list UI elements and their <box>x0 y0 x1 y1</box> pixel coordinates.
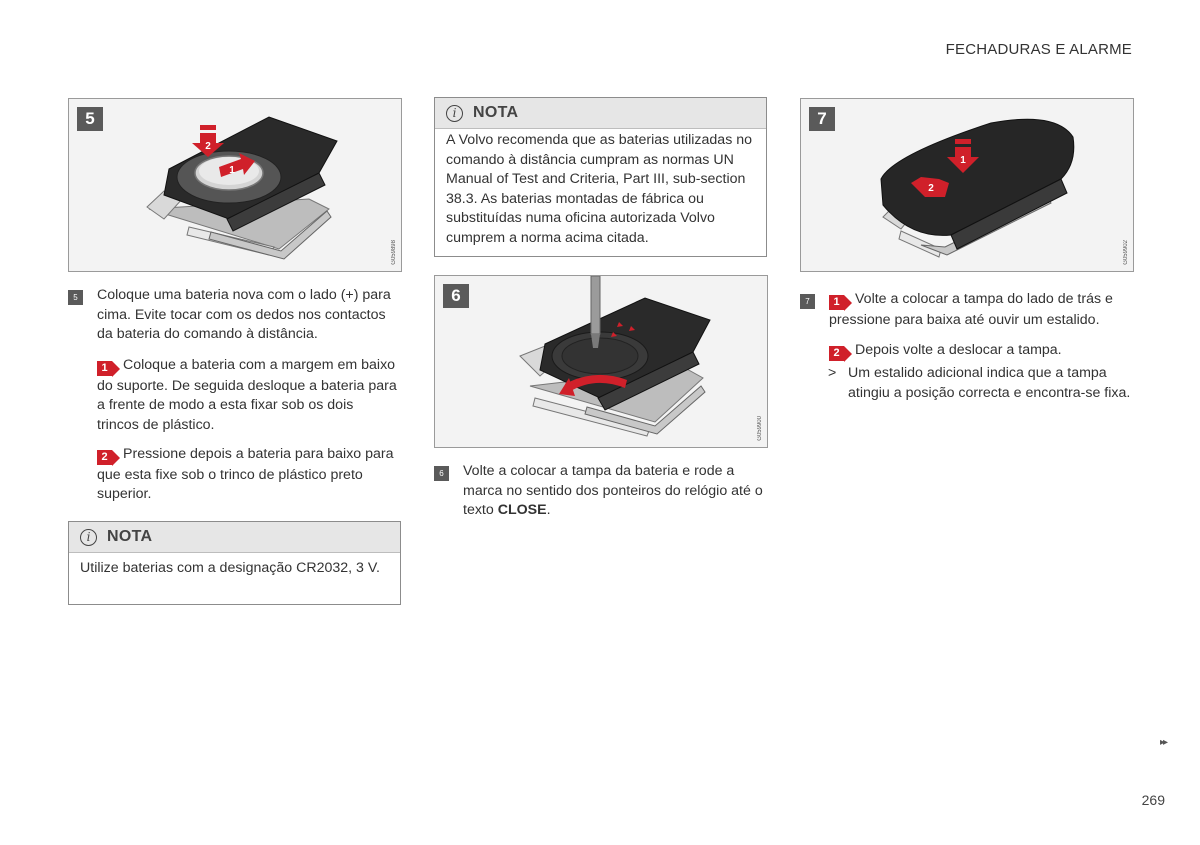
result-7 <box>828 364 1133 403</box>
step-text: Volte a colocar a tampa da bateria e rode a marca no sentido dos ponteiros do relógio até o texto <box>463 463 763 518</box>
note-body: Utilize baterias com a designação CR2032, 3 V. <box>80 560 380 576</box>
step-6 <box>439 462 763 521</box>
figure-code: G059900 <box>757 416 763 441</box>
svg-text:1: 1 <box>960 155 966 166</box>
result-marker: > <box>828 365 837 381</box>
figure-number: 7 <box>809 107 835 131</box>
figure-code: G059902 <box>1123 240 1129 265</box>
substep-7-2 <box>829 341 1129 362</box>
red-arrow-badge-icon: 2 <box>97 450 120 466</box>
note-header <box>69 522 400 553</box>
substep-5-2 <box>97 445 397 505</box>
note-title: NOTA <box>107 528 153 545</box>
info-icon: i <box>446 105 463 122</box>
result-text: Um estalido adicional indica que a tampa atingiu a posição correcta e encontra-se fixa. <box>848 365 1131 401</box>
substep-text: Coloque a bateria com a margem em baixo do suporte. De seguida desloque a bateria para a frente de modo a esta fixar sob os dois trincos de plástico. <box>97 357 397 433</box>
key-cover-rotate-illustration <box>435 276 769 449</box>
page-number: 269 <box>1141 792 1165 808</box>
note-title: NOTA <box>473 104 519 121</box>
info-icon: i <box>80 529 97 546</box>
step-7 <box>805 290 1133 330</box>
red-arrow-badge-icon: 2 <box>829 346 852 362</box>
step-text: Volte a colocar a tampa do lado de trás e pressione para baixa até ouvir um estalido. <box>829 291 1113 328</box>
step-text-end: . <box>546 502 551 518</box>
svg-text:1: 1 <box>229 165 235 176</box>
substep-5-1 <box>97 356 397 435</box>
section-header: FECHADURAS E ALARME <box>945 41 1132 58</box>
substep-text: Depois volte a deslocar a tampa. <box>855 342 1062 358</box>
substep-text: Pressione depois a bateria para baixo para que esta fixe sob o trinco de plástico preto superior. <box>97 446 394 503</box>
red-arrow-badge-icon: 1 <box>97 361 120 377</box>
note-header <box>435 98 766 129</box>
key-cover-close-illustration <box>801 99 1135 273</box>
red-arrow-badge-icon: 1 <box>829 295 852 311</box>
note-battery-type <box>68 521 401 605</box>
step-number: 7 <box>800 294 815 309</box>
note-battery-standards <box>434 97 767 257</box>
svg-text:2: 2 <box>928 183 934 194</box>
step-number: 5 <box>68 290 83 305</box>
key-battery-insert-illustration <box>69 99 403 273</box>
figure-7 <box>800 98 1134 272</box>
step-number: 6 <box>434 466 449 481</box>
figure-code: G059898 <box>391 240 397 265</box>
figure-5 <box>68 98 402 272</box>
svg-text:2: 2 <box>205 141 211 152</box>
step-text: Coloque uma bateria nova com o lado (+) para cima. Evite tocar com os dedos nos contactos da bateria do comando à distância. <box>97 287 391 342</box>
step-5 <box>73 286 403 345</box>
next-page-icon: ▸▸ <box>1159 737 1166 748</box>
figure-6 <box>434 275 768 448</box>
figure-number: 6 <box>443 284 469 308</box>
figure-number: 5 <box>77 107 103 131</box>
close-label: CLOSE <box>497 502 547 518</box>
note-body: A Volvo recomenda que as baterias utilizadas no comando à distância cumpram as normas UN Manual of Test and Criteria, Part III, sub-section 38.3. As baterias montadas de fábrica ou substituídas numa oficina autorizada Volvo cumprem a norma acima citada. <box>446 132 753 246</box>
